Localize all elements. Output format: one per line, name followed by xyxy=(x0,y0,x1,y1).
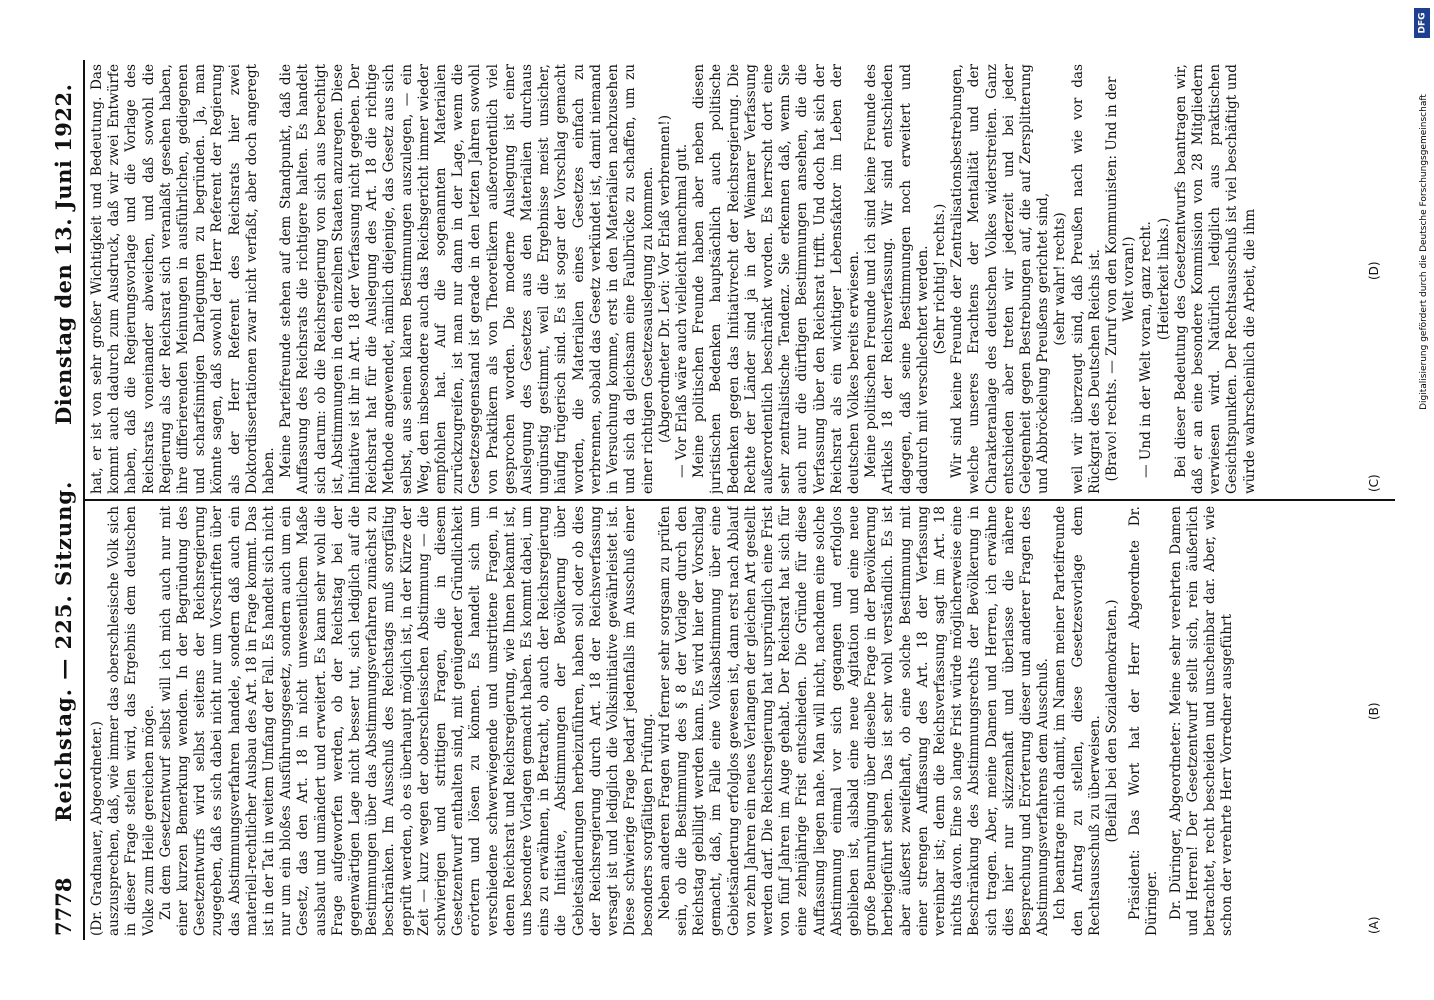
speaker-continuation: (Dr. Gradnauer, Abgeordneter.) xyxy=(89,721,105,936)
right-column xyxy=(89,64,1389,494)
paragraph: weil wir überzeugt sind, daß Preußen nach wie vor das Rückgrat des Deutschen Reichs ist. xyxy=(1069,64,1103,494)
paragraph: Neben anderen Fragen wird ferner sehr sorgsam zu prüfen sein, ob die Bestimmung des § 8 der Vorlage durch den Reichstag gebilligt werden kann. Es wird hier der Vorschlag gemacht, daß, im Falle eine Volksabstimmung über eine Gebietsänderung erfolglos gewesen ist, dann erst nach Ablauf von zehn Jahren ein neues Verlangen der gleichen Art gestellt werden darf. Die Reichsregierung hat ursprünglich eine Frist von fünf Jahren im Auge gehabt. Der Reichsrat hat sich für eine zehnjährige Frist entschieden. Die Gründe für diese Auffassung liegen nahe. Man will nicht, nachdem eine solche Abstimmung einmal vor sich gegangen und erfolglos geblieben ist, alsbald eine neue Agitation und eine neue große Beunruhigung über dieselbe Frage in der Bevölkerung herbeigeführt sehen. Das ist sehr wohl verständlich. Es ist aber äußerst zweifelhaft, ob eine solche Bestimmung mit einer strengen Auffassung des Art. 18 der Verfassung vereinbar ist; denn die Reichsverfassung sagt im Art. 18 nichts davon. Eine so lange Frist würde möglicherweise eine Beschränkung des Abstimmungsrechts der Bevölkerung in sich tragen. Aber, meine Damen und Herren, ich erwähne dies hier nur skizzenhaft und überlasse die nähere Besprechung und Erörterung dieser und anderer Fragen des Abstimmungsverfahrens dem Ausschuß. xyxy=(656,506,1052,936)
header-right-title: Dienstag den 13. Juni 1922. xyxy=(51,83,76,425)
interjection: (Sehr richtig! rechts.) xyxy=(931,203,948,355)
digitization-notice xyxy=(1411,12,1434,492)
interjection: (Abgeordneter Dr. Levi: Vor Erlaß verbrennen!) xyxy=(656,115,673,444)
page-number: 7778 xyxy=(51,877,76,936)
margin-marker-a: (A) xyxy=(1367,916,1381,934)
interjection: (Bravo! rechts. — Zuruf von den Kommunisten: Und in der Welt voran!) xyxy=(1103,76,1138,482)
paragraph: hat, er ist von sehr großer Wichtigkeit und Bedeutung. Das kommt auch dadurch zum Ausdruck, daß wir zwei Entwürfe haben, daß die Regierungsvorlage und die Vorlage des Reichsrats voneinander abweichen, und daß sowohl die Regierung als der Reichsrat sich veranlaßt gesehen haben, ihre differierenden Meinungen in ausführlichen, gediegenen und scharfsinnigen Darlegungen zu begründen. Ja, man könnte sagen, daß sowohl der Herr Referent der Regierung als der Herr Referent des Reichsrats hier zwei Doktordissertationen zwar nicht verfaßt, aber doch angeregt haben. xyxy=(89,64,278,494)
paragraph: Bei dieser Bedeutung des Gesetzentwurfs beantragen wir, daß er an eine besondere Kommission von 28 Mitgliedern verwiesen wird. Natürlich lediglich aus praktischen Gesichtspunkten. Der Rechtsausschuß ist viel beschäftigt und würde wahrscheinlich die Arbeit, die ihm xyxy=(1172,64,1258,494)
paragraph: Ich beantrage mich damit, im Namen meiner Parteifreunde den Antrag zu stellen, diese Gesetzesvorlage dem Rechtsausschuß zu überweisen. xyxy=(1052,506,1103,936)
margin-marker-d: (D) xyxy=(1367,261,1381,280)
column-divider xyxy=(83,499,1395,501)
margin-marker-c: (C) xyxy=(1367,474,1381,492)
paragraph: Meine politischen Freunde und ich sind keine Freunde des Artikels 18 der Reichsverfassung. Wir sind entschieden dagegen, daß seine Bestimmungen noch erweitert und dadurch mit verschlechtert werden. xyxy=(863,64,931,494)
header-left-title: Reichstag. — 225. Sitzung. xyxy=(51,480,76,822)
paragraph: — Und in der Welt voran, ganz recht. xyxy=(1138,221,1155,478)
page-header xyxy=(37,60,83,940)
paragraph: Zu dem Gesetzentwurf selbst will ich mich auch nur mit einer kurzen Bemerkung wenden. In der Begründung des Gesetzentwurfs wird selbst seitens der Reichsregierung zugegeben, daß es sich dabei nicht nur um Vorschriften über das Abstimmungsverfahren handele, sondern daß auch ein materiell-rechtlicher Ausbau des Art. 18 in Frage kommt. Das ist in der Tat in weitem Umfang der Fall. Es handelt sich nicht nur um ein bloßes Ausführungsgesetz, sondern auch um ein Gesetz, das den Art. 18 in nicht unwesentlichem Maße ausbaut und umändert und erweitert. Es kann sehr wohl die Frage aufgeworfen werden, ob der Reichstag bei der gegenwärtigen Lage nicht besser tut, sich lediglich auf die Bestimmungen über das Abstimmungsverfahren zunächst zu beschränken. Im Ausschuß des Reichstags muß sorgfältig geprüft werden, ob es überhaupt möglich ist, in der Kürze der Zeit — kurz wegen der oberschlesischen Abstimmung — die schwierigen und strittigen Fragen, die in diesem Gesetzentwurf enthalten sind, mit genügender Gründlichkeit erörtern und lösen zu können. Es handelt sich um verschiedene schwerwiegende und umstrittene Fragen, in denen Reichsrat und Reichsregierung, wie Ihnen bekannt ist, uns besondere Vorlagen gemacht haben. Es kommt dabei, um eins zu erwähnen, in Betracht, ob auch der Reichsregierung die Initiative, Abstimmungen der Bevölkerung über Gebietsänderungen herbeizuführen, haben soll oder ob dies der Reichsregierung durch Art. 18 der Reichsverfassung versagt ist und lediglich die Volksinitiative gewährleistet ist. Diese schwierige Frage bedarf jedenfalls im Ausschuß einer besonders sorgfältigen Prüfung. xyxy=(157,506,656,936)
left-column xyxy=(89,506,1389,936)
paragraph: — Vor Erlaß wäre auch vielleicht manchmal gut. xyxy=(673,143,690,478)
paragraph: Meine politischen Freunde haben aber neben diesen juristischen Bedenken hauptsächlich auch politische Bedenken gegen das Initiativrecht der Reichsregierung. Die Rechte der Länder sind ja in der Weimarer Verfassung außerordentlich beschränkt worden. Es herrscht dort eine sehr zentralistische Tendenz. Sie erkennen daß, wenn Sie auch nur die dürftigen Bestimmungen ansehen, die die Verfassung über den Reichsrat trifft. Und doch hat sich der Reichsrat als ein wichtiger Lebensfaktor im Leben der deutschen Volkes bereits erwiesen. xyxy=(691,64,862,494)
applause-note: (Beifall bei den Sozialdemokraten.) xyxy=(1103,599,1120,843)
margin-marker-b: (B) xyxy=(1367,702,1381,720)
rotated-newspaper-sheet xyxy=(37,60,1397,940)
interjection: (Heiterkeit links.) xyxy=(1155,217,1172,341)
paragraph: Wir sind keine Freunde der Zentralisationsbestrebungen, welche unseres Erachtens der Mentalität und der Charakteranlage des deutschen Volkes widerstreiten. Ganz entschieden aber treten wir jederzeit und bei jeder Gelegenheit gegen Bestrebungen auf, die auf Zersplitterung und Abbröckelung Preußens gerichtet sind, xyxy=(949,64,1052,494)
paragraph: Dr. Düringer, Abgeordneter: Meine sehr verehrten Damen und Herren! Der Gesetzentwurf stellt sich, rein äußerlich betrachtet, recht bescheiden und unscheinbar dar. Aber, wie schon der verehrte Herr Vorredner ausgeführt xyxy=(1167,506,1236,936)
digitization-notice-text: Digitalisierung gefördert durch die Deutsche Forschungsgemeinschaft xyxy=(1419,94,1429,410)
dfg-logo: DFG xyxy=(1414,8,1430,38)
paragraph: auszusprechen, daß, wie immer das oberschlesische Volk sich in dieser Frage stellen wird, das Ergebnis dem deutschen Volke zum Heile gereichen möge. xyxy=(106,506,157,936)
interjection: (sehr wahr! rechts) xyxy=(1052,212,1069,346)
president-remark: Präsident: Das Wort hat der Herr Abgeordnete Dr. Düringer. xyxy=(1127,506,1161,936)
paragraph: Meine Parteifreunde stehen auf dem Standpunkt, daß die Auffassung des Reichsrats die richtigere halten. Es handelt sich darum: ob die Reichsregierung von sich aus berechtigt ist, Abstimmungen in den einzelnen Staaten anzuregen. Diese Initiative ist ihr in Art. 18 der Verfassung nicht gegeben. Der Reichsrat hat für die Auslegung des Art. 18 die richtige Methode angewendet, nämlich diejenige, das Gesetz aus sich selbst, aus seinen klaren Bestimmungen auszulegen, — ein Weg, den insbesondere auch das Reichsgericht immer wieder empfohlen hat. Auf die sogenannten Materialien zurückzugreifen, ist man nur dann in der Lage, wenn die Gesetzesgegenstand ist gerade in den letzten Jahren sowohl von Praktikern als von Theoretikern außerordentlich viel gesprochen worden. Die moderne Auslegung ist einer Auslegung des Gesetzes aus den Materialien durchaus ungünstig gestimmt, weil die Ergebnisse meist unsicher, häufig trügerisch sind. Es ist sogar der Vorschlag gemacht worden, die Materialien eines Gesetzes einfach zu verbrennen, sobald das Gesetz verkündet ist, damit niemand in Versuchung komme, erst in den Materialien nachzusehen und sich da gleichsam eine Faulbrücke zu schaffen, um zu einer richtigen Gesetzesauslegung zu kommen. xyxy=(278,64,656,494)
